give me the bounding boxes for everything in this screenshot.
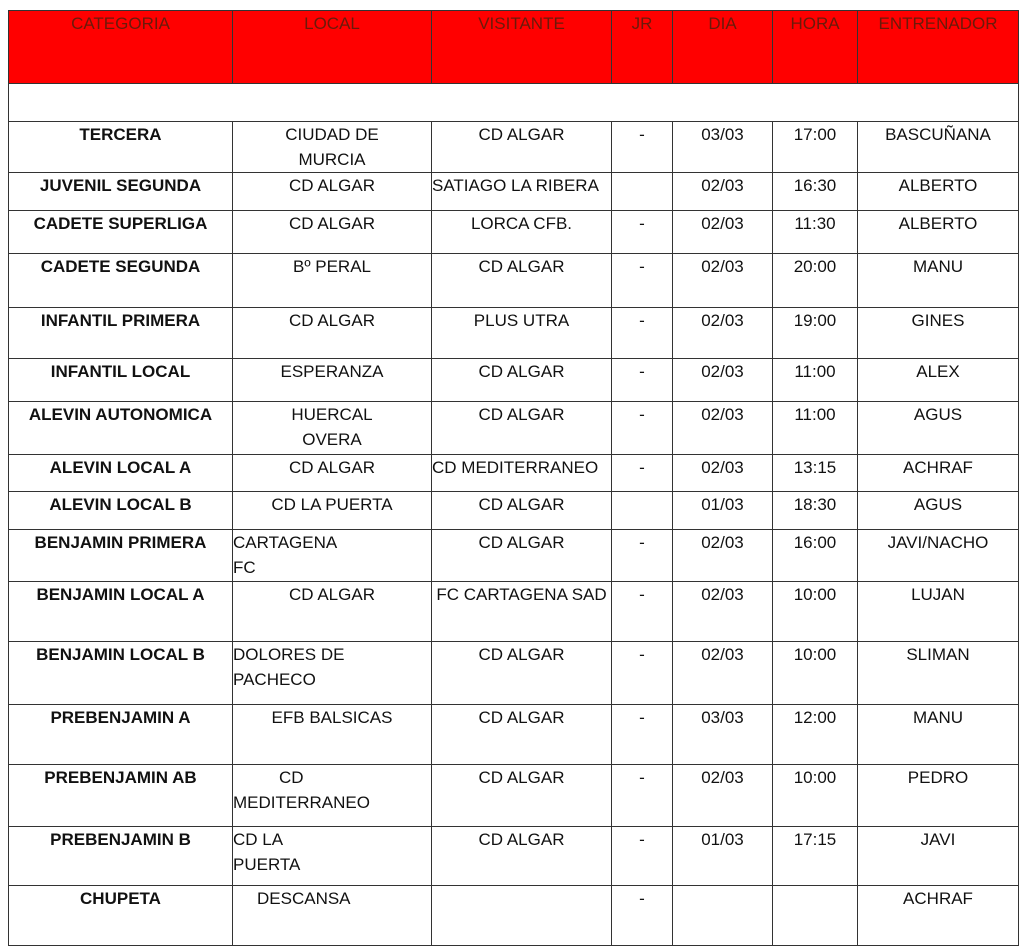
header-local: LOCAL (233, 11, 432, 84)
visitante-cell: CD ALGAR (432, 492, 612, 530)
hora-cell: 10:00 (773, 582, 858, 642)
jr-cell: - (612, 827, 673, 886)
entrenador-cell: AGUS (858, 492, 1019, 530)
hora-cell: 18:30 (773, 492, 858, 530)
local-cell: CD LA PUERTA (233, 827, 432, 886)
categoria-cell: PREBENJAMIN B (9, 827, 233, 886)
dia-cell: 02/03 (673, 765, 773, 827)
local-cell: CD ALGAR (233, 582, 432, 642)
dia-cell: 02/03 (673, 642, 773, 705)
entrenador-cell: MANU (858, 705, 1019, 765)
local-cell: CD ALGAR (233, 455, 432, 492)
categoria-cell: CADETE SUPERLIGA (9, 211, 233, 254)
local-cell: DOLORES DE PACHECO (233, 642, 432, 705)
categoria-cell: ALEVIN LOCAL B (9, 492, 233, 530)
visitante-cell: CD ALGAR (432, 254, 612, 308)
visitante-cell (432, 886, 612, 946)
table-row (9, 827, 1019, 886)
categoria-cell: PREBENJAMIN AB (9, 765, 233, 827)
table-row (9, 359, 1019, 402)
dia-cell: 03/03 (673, 122, 773, 173)
table-row (9, 886, 1019, 946)
visitante-cell: CD ALGAR (432, 122, 612, 173)
table-row (9, 582, 1019, 642)
dia-cell: 02/03 (673, 402, 773, 455)
dia-cell: 01/03 (673, 827, 773, 886)
entrenador-cell: LUJAN (858, 582, 1019, 642)
visitante-cell: CD ALGAR (432, 359, 612, 402)
visitante-cell: CD ALGAR (432, 642, 612, 705)
hora-cell: 16:00 (773, 530, 858, 582)
local-cell: CD LA PUERTA (233, 492, 432, 530)
hora-cell: 11:30 (773, 211, 858, 254)
categoria-cell: BENJAMIN LOCAL A (9, 582, 233, 642)
jr-cell: - (612, 765, 673, 827)
visitante-cell: CD ALGAR (432, 705, 612, 765)
entrenador-cell: SLIMAN (858, 642, 1019, 705)
jr-cell: - (612, 530, 673, 582)
table-row (9, 122, 1019, 173)
entrenador-cell: BASCUÑANA (858, 122, 1019, 173)
dia-cell: 02/03 (673, 173, 773, 211)
dia-cell: 02/03 (673, 211, 773, 254)
entrenador-cell: JAVI (858, 827, 1019, 886)
table-row (9, 254, 1019, 308)
jr-cell: - (612, 308, 673, 359)
dia-cell: 02/03 (673, 455, 773, 492)
entrenador-cell: MANU (858, 254, 1019, 308)
entrenador-cell: ALEX (858, 359, 1019, 402)
jr-cell (612, 173, 673, 211)
table-row (9, 402, 1019, 455)
dia-cell: 03/03 (673, 705, 773, 765)
spacer-row (9, 84, 1019, 122)
categoria-cell: ALEVIN AUTONOMICA (9, 402, 233, 455)
visitante-cell: LORCA CFB. (432, 211, 612, 254)
header-jr: JR (612, 11, 673, 84)
dia-cell: 01/03 (673, 492, 773, 530)
entrenador-cell: AGUS (858, 402, 1019, 455)
entrenador-cell: ALBERTO (858, 211, 1019, 254)
hora-cell: 19:00 (773, 308, 858, 359)
table-row (9, 308, 1019, 359)
header-categoria: CATEGORIA (9, 11, 233, 84)
hora-cell (773, 886, 858, 946)
table-row (9, 705, 1019, 765)
visitante-cell: CD ALGAR (432, 402, 612, 455)
jr-cell: - (612, 254, 673, 308)
local-cell: CIUDAD DE MURCIA (233, 122, 432, 173)
table-row (9, 173, 1019, 211)
hora-cell: 13:15 (773, 455, 858, 492)
visitante-cell: PLUS UTRA (432, 308, 612, 359)
categoria-cell: BENJAMIN PRIMERA (9, 530, 233, 582)
local-cell: CD ALGAR (233, 211, 432, 254)
visitante-cell: CD ALGAR (432, 530, 612, 582)
categoria-cell: INFANTIL LOCAL (9, 359, 233, 402)
visitante-cell: CD ALGAR (432, 827, 612, 886)
categoria-cell: BENJAMIN LOCAL B (9, 642, 233, 705)
schedule-table (8, 10, 1019, 946)
visitante-cell: FC CARTAGENA SAD (432, 582, 612, 642)
visitante-cell: SATIAGO LA RIBERA (432, 173, 612, 211)
local-cell: EFB BALSICAS (233, 705, 432, 765)
spacer-cell (9, 84, 1019, 122)
local-cell: HUERCAL OVERA (233, 402, 432, 455)
table-row (9, 530, 1019, 582)
local-cell: CARTAGENA FC (233, 530, 432, 582)
jr-cell: - (612, 455, 673, 492)
categoria-cell: CHUPETA (9, 886, 233, 946)
entrenador-cell: GINES (858, 308, 1019, 359)
hora-cell: 17:15 (773, 827, 858, 886)
hora-cell: 20:00 (773, 254, 858, 308)
jr-cell: - (612, 582, 673, 642)
local-cell: Bº PERAL (233, 254, 432, 308)
jr-cell: - (612, 642, 673, 705)
dia-cell: 02/03 (673, 359, 773, 402)
dia-cell: 02/03 (673, 530, 773, 582)
jr-cell: - (612, 211, 673, 254)
entrenador-cell: ACHRAF (858, 455, 1019, 492)
categoria-cell: ALEVIN LOCAL A (9, 455, 233, 492)
hora-cell: 10:00 (773, 642, 858, 705)
hora-cell: 17:00 (773, 122, 858, 173)
visitante-cell: CD ALGAR (432, 765, 612, 827)
visitante-cell: CD MEDITERRANEO (432, 455, 612, 492)
local-cell: CD ALGAR (233, 308, 432, 359)
categoria-cell: CADETE SEGUNDA (9, 254, 233, 308)
categoria-cell: PREBENJAMIN A (9, 705, 233, 765)
categoria-cell: INFANTIL PRIMERA (9, 308, 233, 359)
entrenador-cell: PEDRO (858, 765, 1019, 827)
local-cell: CD ALGAR (233, 173, 432, 211)
hora-cell: 12:00 (773, 705, 858, 765)
hora-cell: 11:00 (773, 402, 858, 455)
dia-cell: 02/03 (673, 308, 773, 359)
dia-cell: 02/03 (673, 254, 773, 308)
dia-cell: 02/03 (673, 582, 773, 642)
entrenador-cell: ACHRAF (858, 886, 1019, 946)
jr-cell: - (612, 402, 673, 455)
table-row (9, 211, 1019, 254)
jr-cell: - (612, 886, 673, 946)
header-dia: DIA (673, 11, 773, 84)
jr-cell: - (612, 705, 673, 765)
categoria-cell: TERCERA (9, 122, 233, 173)
header-entrenador: ENTRENADOR (858, 11, 1019, 84)
header-visitante: VISITANTE (432, 11, 612, 84)
table-row (9, 455, 1019, 492)
hora-cell: 16:30 (773, 173, 858, 211)
entrenador-cell: JAVI/NACHO (858, 530, 1019, 582)
local-cell: CD MEDITERRANEO (233, 765, 432, 827)
jr-cell (612, 492, 673, 530)
dia-cell (673, 886, 773, 946)
local-cell: ESPERANZA (233, 359, 432, 402)
table-row (9, 642, 1019, 705)
entrenador-cell: ALBERTO (858, 173, 1019, 211)
hora-cell: 10:00 (773, 765, 858, 827)
hora-cell: 11:00 (773, 359, 858, 402)
table-row (9, 492, 1019, 530)
header-hora: HORA (773, 11, 858, 84)
local-cell: DESCANSA (233, 886, 432, 946)
header-row (9, 11, 1019, 84)
categoria-cell: JUVENIL SEGUNDA (9, 173, 233, 211)
jr-cell: - (612, 359, 673, 402)
jr-cell: - (612, 122, 673, 173)
table-row (9, 765, 1019, 827)
